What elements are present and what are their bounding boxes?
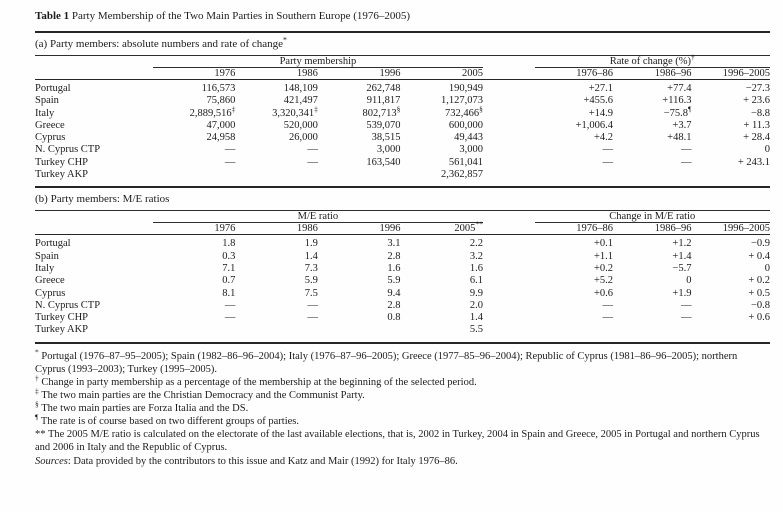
cell: 75,860	[206, 95, 236, 107]
gap-cell	[483, 211, 535, 223]
cell: 190,949	[448, 83, 483, 94]
row-italy	[35, 263, 770, 275]
col-header-1976: 1976	[153, 223, 236, 235]
rule-panel-b-bottom	[35, 342, 770, 344]
gap-cell	[483, 68, 535, 80]
cell: +0.6	[593, 287, 613, 299]
row-portugal	[35, 80, 770, 96]
row-portugal	[35, 235, 770, 251]
row-turkey-chp	[35, 157, 770, 169]
group-rate-of-change-label: Rate of change (%)†	[609, 52, 695, 67]
gap-cell	[483, 235, 535, 251]
row-label: Portugal	[35, 238, 71, 250]
cell: 47,000	[206, 119, 236, 131]
cell: 3.1	[387, 238, 401, 250]
cell: —	[602, 312, 613, 324]
row-label: Greece	[35, 275, 65, 287]
row-label: Turkey AKP	[35, 324, 89, 336]
cell: 0	[764, 144, 770, 156]
cell: —	[680, 312, 692, 324]
group-change-me-ratio	[535, 211, 770, 223]
row-label: Cyprus	[35, 132, 66, 144]
cell: 1.6	[469, 262, 483, 274]
panel-a-caption	[35, 35, 770, 51]
cell: 2.2	[469, 238, 483, 250]
group-party-membership-label: Party membership	[279, 56, 357, 67]
cell: −0.8	[750, 299, 770, 311]
cell: +1.9	[672, 287, 692, 299]
row-turkey-akp	[35, 324, 770, 341]
col-header-1996-2005: 1996–2005	[691, 68, 770, 80]
col-header-1996-2005: 1996–2005	[691, 223, 770, 235]
cell: —	[602, 156, 613, 168]
gap-cell	[483, 132, 535, 144]
cell: 911,817	[366, 95, 401, 107]
col-header-1996: 1996	[318, 68, 401, 80]
footnote-marker: ‡	[35, 386, 39, 396]
row-turkey-chp	[35, 312, 770, 324]
cell: 116,573	[201, 83, 236, 94]
footnote-text: The two main parties are Forza Italia and the DS.	[41, 403, 249, 415]
blank-cell	[35, 211, 153, 223]
cell: 539,070	[366, 119, 401, 131]
cell: 802,713§	[362, 104, 401, 119]
gap-cell	[483, 312, 535, 324]
cell: +1.2	[672, 238, 692, 250]
cell: 1.4	[304, 250, 318, 262]
cell	[691, 324, 770, 341]
row-label: Turkey AKP	[35, 169, 89, 181]
row-label: Spain	[35, 95, 59, 107]
panel-b-spanner-row	[35, 211, 770, 223]
panel-b-caption-text: (b) Party members: M/E ratios	[35, 193, 170, 206]
panel-b	[35, 193, 770, 343]
cell: + 0.2	[748, 275, 770, 287]
cell: 732,466§	[445, 104, 483, 119]
cell	[235, 324, 318, 341]
cell: −75.8¶	[663, 104, 692, 119]
row-cyprus	[35, 288, 770, 300]
rule-panel-a-bottom	[35, 186, 770, 188]
gap-cell	[483, 80, 535, 96]
sources-label: Sources	[35, 455, 68, 467]
blank-cell	[35, 68, 153, 80]
group-me-ratio-label: M/E ratio	[297, 211, 339, 223]
cell: —	[224, 144, 236, 156]
panel-a-caption-text: (a) Party members: absolute numbers and rate of change*	[35, 35, 287, 50]
col-header-2005: 2005	[400, 68, 483, 80]
cell: 0	[686, 275, 692, 287]
row-turkey-akp	[35, 169, 770, 186]
col-header-1986-96: 1986–96	[613, 68, 691, 80]
cell: 9.4	[387, 287, 401, 299]
cell: 5.5	[469, 324, 483, 336]
cell: —	[307, 156, 318, 168]
cell: +48.1	[667, 132, 692, 144]
cell: + 23.6	[743, 95, 770, 107]
cell: 9.9	[469, 287, 483, 299]
row-label: N. Cyprus CTP	[35, 144, 101, 156]
cell: + 28.4	[743, 132, 770, 144]
gap-cell	[483, 263, 535, 275]
cell: 2.0	[469, 299, 483, 311]
group-me-ratio	[153, 211, 483, 223]
footnote-marker: *	[35, 347, 39, 357]
cell: —	[224, 299, 236, 311]
cell: + 0.4	[748, 250, 770, 262]
cell: 26,000	[289, 132, 318, 144]
cell: 7.3	[304, 262, 318, 274]
cell: +3.7	[672, 119, 692, 131]
col-header-1996: 1996	[318, 223, 401, 235]
cell: 7.1	[222, 262, 236, 274]
cell: 1.4	[469, 312, 483, 324]
gap-cell	[483, 169, 535, 186]
col-header-1986: 1986	[235, 223, 318, 235]
gap-cell	[483, 144, 535, 156]
cell: —	[680, 156, 692, 168]
cell: —	[224, 312, 236, 324]
row-greece	[35, 275, 770, 287]
gap-cell	[483, 157, 535, 169]
cell: 1,127,073	[440, 95, 483, 107]
footnote-section	[35, 399, 770, 415]
cell: +1.1	[593, 250, 613, 262]
row-n-cyprus-ctp	[35, 300, 770, 312]
col-header-1986: 1986	[235, 68, 318, 80]
gap-cell	[483, 56, 535, 68]
cell: + 0.5	[748, 287, 770, 299]
footnote-dagger	[35, 373, 770, 389]
cell: 49,443	[454, 132, 483, 144]
panel-b-years-row	[35, 223, 770, 235]
table-number: Table 1	[35, 10, 70, 22]
cell	[691, 169, 770, 186]
footnotes	[35, 347, 770, 468]
footnote-text: : Data provided by the contributors to this issue and Katz and Mair (1992) for Italy 1976–86.	[67, 455, 458, 467]
cell: +1,006.4	[575, 119, 613, 131]
footnote-pilcrow	[35, 412, 770, 428]
cell: +0.1	[593, 238, 613, 250]
cell: 262,748	[366, 83, 401, 94]
cell	[318, 169, 401, 186]
row-label: Cyprus	[35, 287, 66, 299]
footnote-marker: ¶	[35, 412, 39, 422]
gap-cell	[483, 95, 535, 107]
cell: —	[307, 312, 318, 324]
row-cyprus	[35, 132, 770, 144]
col-header-1976-86: 1976–86	[535, 223, 613, 235]
cell: 3,320,341‡	[272, 104, 318, 119]
cell: 0.8	[387, 312, 401, 324]
col-header-1986-96: 1986–96	[613, 223, 691, 235]
footnote-double-asterisk	[35, 428, 770, 454]
cell: 0.3	[222, 250, 236, 262]
cell: 7.5	[304, 287, 318, 299]
cell: 8.1	[222, 287, 236, 299]
cell: +5.2	[593, 275, 613, 287]
cell: 3.2	[469, 250, 483, 262]
cell: +4.2	[593, 132, 613, 144]
row-label: Italy	[35, 262, 55, 274]
cell: + 11.3	[743, 119, 770, 131]
group-rate-of-change	[535, 52, 770, 68]
cell: +14.9	[588, 107, 613, 119]
panel-b-table	[35, 211, 770, 341]
row-label: Italy	[35, 107, 55, 119]
cell: +116.3	[662, 95, 692, 107]
footnote-text: The 2005 M/E ratio is calculated on the electorate of the last available elections, that is, 2002 in Turkey, 2004 in Spain and Greece, 2005 in Portugal and northern Cyprus and 2006 in Italy and the Republic of Cyprus.	[35, 429, 760, 454]
rule-top	[35, 31, 770, 33]
cell	[535, 324, 613, 341]
row-greece	[35, 120, 770, 132]
footnote-sources	[35, 455, 770, 468]
cell: 2,889,516‡	[189, 104, 236, 119]
cell: +1.4	[672, 250, 692, 262]
row-italy	[35, 108, 770, 120]
group-change-me-ratio-label: Change in M/E ratio	[609, 211, 696, 223]
cell: 421,497	[283, 95, 318, 107]
cell	[235, 169, 318, 186]
cell: −27.3	[745, 83, 770, 94]
cell: 3,000	[376, 144, 401, 156]
cell: 6.1	[469, 275, 483, 287]
cell: +27.1	[588, 83, 613, 94]
cell: —	[602, 299, 613, 311]
footnote-text: The two main parties are the Christian Democracy and the Communist Party.	[41, 390, 365, 402]
cell	[318, 324, 401, 341]
row-label: N. Cyprus CTP	[35, 299, 101, 311]
cell: 1.6	[387, 262, 401, 274]
col-header-1976: 1976	[153, 68, 236, 80]
panel-a-years-row	[35, 68, 770, 80]
gap-cell	[483, 275, 535, 287]
cell: —	[307, 144, 318, 156]
cell: 2.8	[387, 250, 401, 262]
row-label: Portugal	[35, 83, 71, 94]
panel-a-table	[35, 52, 770, 186]
cell: +455.6	[583, 95, 613, 107]
panel-b-caption	[35, 193, 770, 206]
footnote-marker: **	[35, 429, 46, 441]
footnote-double-dagger	[35, 386, 770, 402]
cell: 38,515	[371, 132, 401, 144]
cell	[153, 324, 236, 341]
footnote-text: Portugal (1976–87–95–2005); Spain (1982–86–96–2004); Italy (1976–87–96–2005); Greece (1977–85–96–2004); Republic of Cyprus (1981–86–96–2005); northern Cyprus (1993–2003); Turkey (1995–2005).	[35, 350, 738, 375]
row-label: Turkey CHP	[35, 156, 89, 168]
cell: —	[307, 299, 318, 311]
row-spain	[35, 95, 770, 107]
group-party-membership	[153, 56, 483, 68]
cell: 5.9	[304, 275, 318, 287]
gap-cell	[483, 300, 535, 312]
row-label: Greece	[35, 119, 65, 131]
cell	[613, 169, 691, 186]
cell: 600,000	[448, 119, 483, 131]
cell: −8.8	[750, 107, 770, 119]
row-label: Turkey CHP	[35, 312, 89, 324]
gap-cell	[483, 223, 535, 235]
panel-a-spanner-row	[35, 56, 770, 68]
cell	[613, 324, 691, 341]
cell: 2.8	[387, 299, 401, 311]
gap-cell	[483, 120, 535, 132]
cell: + 0.6	[748, 312, 770, 324]
col-header-1976-86: 1976–86	[535, 68, 613, 80]
panel-a	[35, 35, 770, 188]
footnote-marker: †	[35, 373, 39, 383]
blank-cell	[35, 223, 153, 235]
cell: —	[602, 144, 613, 156]
cell: 163,540	[366, 156, 401, 168]
cell: 520,000	[283, 119, 318, 131]
cell: 5.9	[387, 275, 401, 287]
footnote-marker: §	[35, 399, 39, 409]
cell: 0	[764, 262, 770, 274]
row-n-cyprus-ctp	[35, 144, 770, 156]
cell: —	[680, 144, 692, 156]
cell: 1.9	[304, 238, 318, 250]
cell: −0.9	[750, 238, 770, 250]
cell	[153, 169, 236, 186]
cell: +77.4	[667, 83, 692, 94]
footnote-asterisk	[35, 347, 770, 376]
cell: + 243.1	[737, 156, 770, 168]
cell: 561,041	[448, 156, 483, 168]
cell: 0.7	[222, 275, 236, 287]
cell: −5.7	[672, 262, 692, 274]
table-title	[35, 9, 770, 23]
cell: +0.2	[593, 262, 613, 274]
footnote-text: Change in party membership as a percentage of the membership at the beginning of the selected period.	[41, 376, 477, 388]
cell: 2,362,857	[440, 169, 483, 181]
gap-cell	[483, 324, 535, 341]
cell	[535, 169, 613, 186]
cell: 1.8	[222, 238, 236, 250]
gap-cell	[483, 288, 535, 300]
cell: 148,109	[283, 83, 318, 94]
cell: 3,000	[459, 144, 483, 156]
gap-cell	[483, 108, 535, 120]
footnote-text: The rate is of course based on two different groups of parties.	[40, 416, 300, 428]
gap-cell	[483, 251, 535, 263]
cell: 24,958	[206, 132, 236, 144]
col-header-2005: 2005**	[400, 223, 483, 235]
row-spain	[35, 251, 770, 263]
blank-cell	[35, 56, 153, 68]
row-label: Spain	[35, 250, 59, 262]
table-title-text: Party Membership of the Two Main Parties in Southern Europe (1976–2005)	[71, 10, 411, 22]
cell: —	[224, 156, 236, 168]
cell: —	[680, 299, 692, 311]
